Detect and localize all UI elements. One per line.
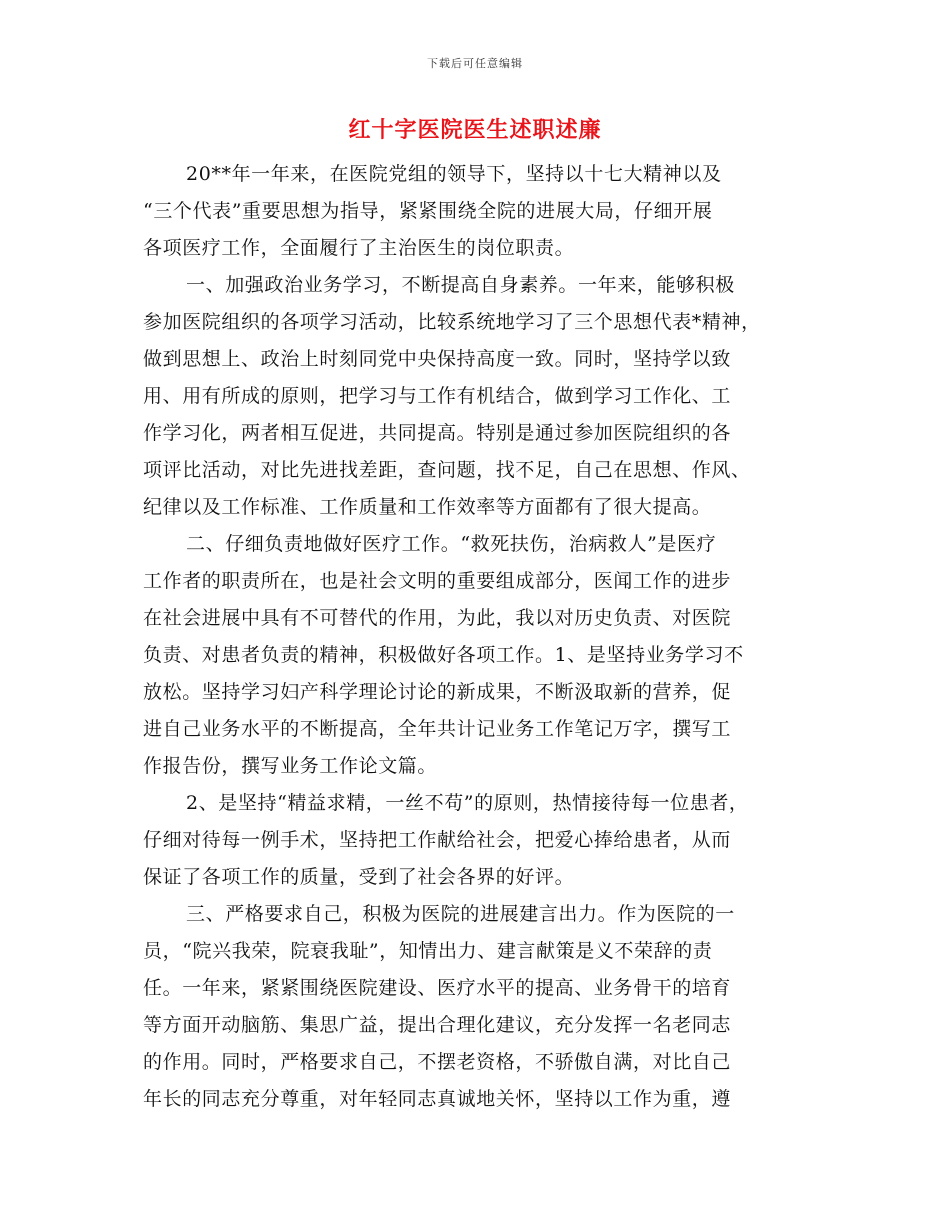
text-line: 二、仔细负责地做好医疗工作。“救死扶伤，治病救人”是医疗: [186, 533, 717, 555]
text-line: 20**年一年来，在医院党组的领导下，坚持以十七大精神以及: [186, 163, 722, 185]
header-note: 下载后可任意编辑: [427, 57, 523, 70]
text-line: 工作者的职责所在，也是社会文明的重要组成部分，医闻工作的进步: [143, 570, 732, 592]
text-line: 负责、对患者负责的精神，积极做好各项工作。1、是坚持业务学习不: [143, 644, 744, 666]
text-line: 作学习化，两者相互促进，共同提高。特别是通过参加医院组织的各: [143, 422, 732, 444]
text-line: 2、是坚持“精益求精，一丝不苟”的原则，热情接待每一位患者，: [186, 792, 749, 814]
text-line: 做到思想上、政治上时刻同党中央保持高度一致。同时，坚持学以致: [143, 348, 732, 370]
text-line: 三、严格要求自己，积极为医院的进展建言出力。作为医院的一: [186, 903, 735, 925]
document-title: 红十字医院医生述职述廉: [348, 117, 602, 143]
text-line: 等方面开动脑筋、集思广益，提出合理化建议，充分发挥一名老同志: [143, 1014, 732, 1036]
text-line: 各项医疗工作，全面履行了主治医生的岗位职责。: [143, 237, 575, 259]
text-line: 作报告份，撰写业务工作论文篇。: [143, 755, 438, 777]
text-line: 保证了各项工作的质量，受到了社会各界的好评。: [143, 866, 575, 888]
text-line: 一、加强政治业务学习，不断提高自身素养。一年来，能够积极: [186, 274, 735, 296]
text-line: 纪律以及工作标准、工作质量和工作效率等方面都有了很大提高。: [143, 496, 712, 518]
text-line: 用、用有所成的原则，把学习与工作有机结合，做到学习工作化、工: [143, 385, 732, 407]
text-line: 参加医院组织的各项学习活动，比较系统地学习了三个思想代表*精神，: [143, 311, 761, 333]
text-line: “三个代表”重要思想为指导，紧紧围绕全院的进展大局，仔细开展: [143, 200, 713, 222]
text-line: 任。一年来，紧紧围绕医院建设、医疗水平的提高、业务骨干的培育: [143, 977, 732, 999]
text-line: 年长的同志充分尊重，对年轻同志真诚地关怀，坚持以工作为重，遵: [143, 1088, 732, 1110]
text-line: 放松。坚持学习妇产科学理论讨论的新成果，不断汲取新的营养，促: [143, 681, 732, 703]
text-line: 在社会进展中具有不可替代的作用，为此，我以对历史负责、对医院: [143, 607, 732, 629]
text-line: 的作用。同时，严格要求自己，不摆老资格，不骄傲自满，对比自己: [143, 1051, 732, 1073]
text-line: 项评比活动，对比先进找差距，查问题，找不足，自己在思想、作风、: [143, 459, 751, 481]
text-line: 员，“院兴我荣，院衰我耻”，知情出力、建言献策是义不荣辞的责: [143, 940, 713, 962]
text-line: 进自己业务水平的不断提高，全年共计记业务工作笔记万字，撰写工: [143, 718, 732, 740]
text-line: 仔细对待每一例手术，坚持把工作献给社会，把爱心捧给患者，从而: [143, 829, 732, 851]
